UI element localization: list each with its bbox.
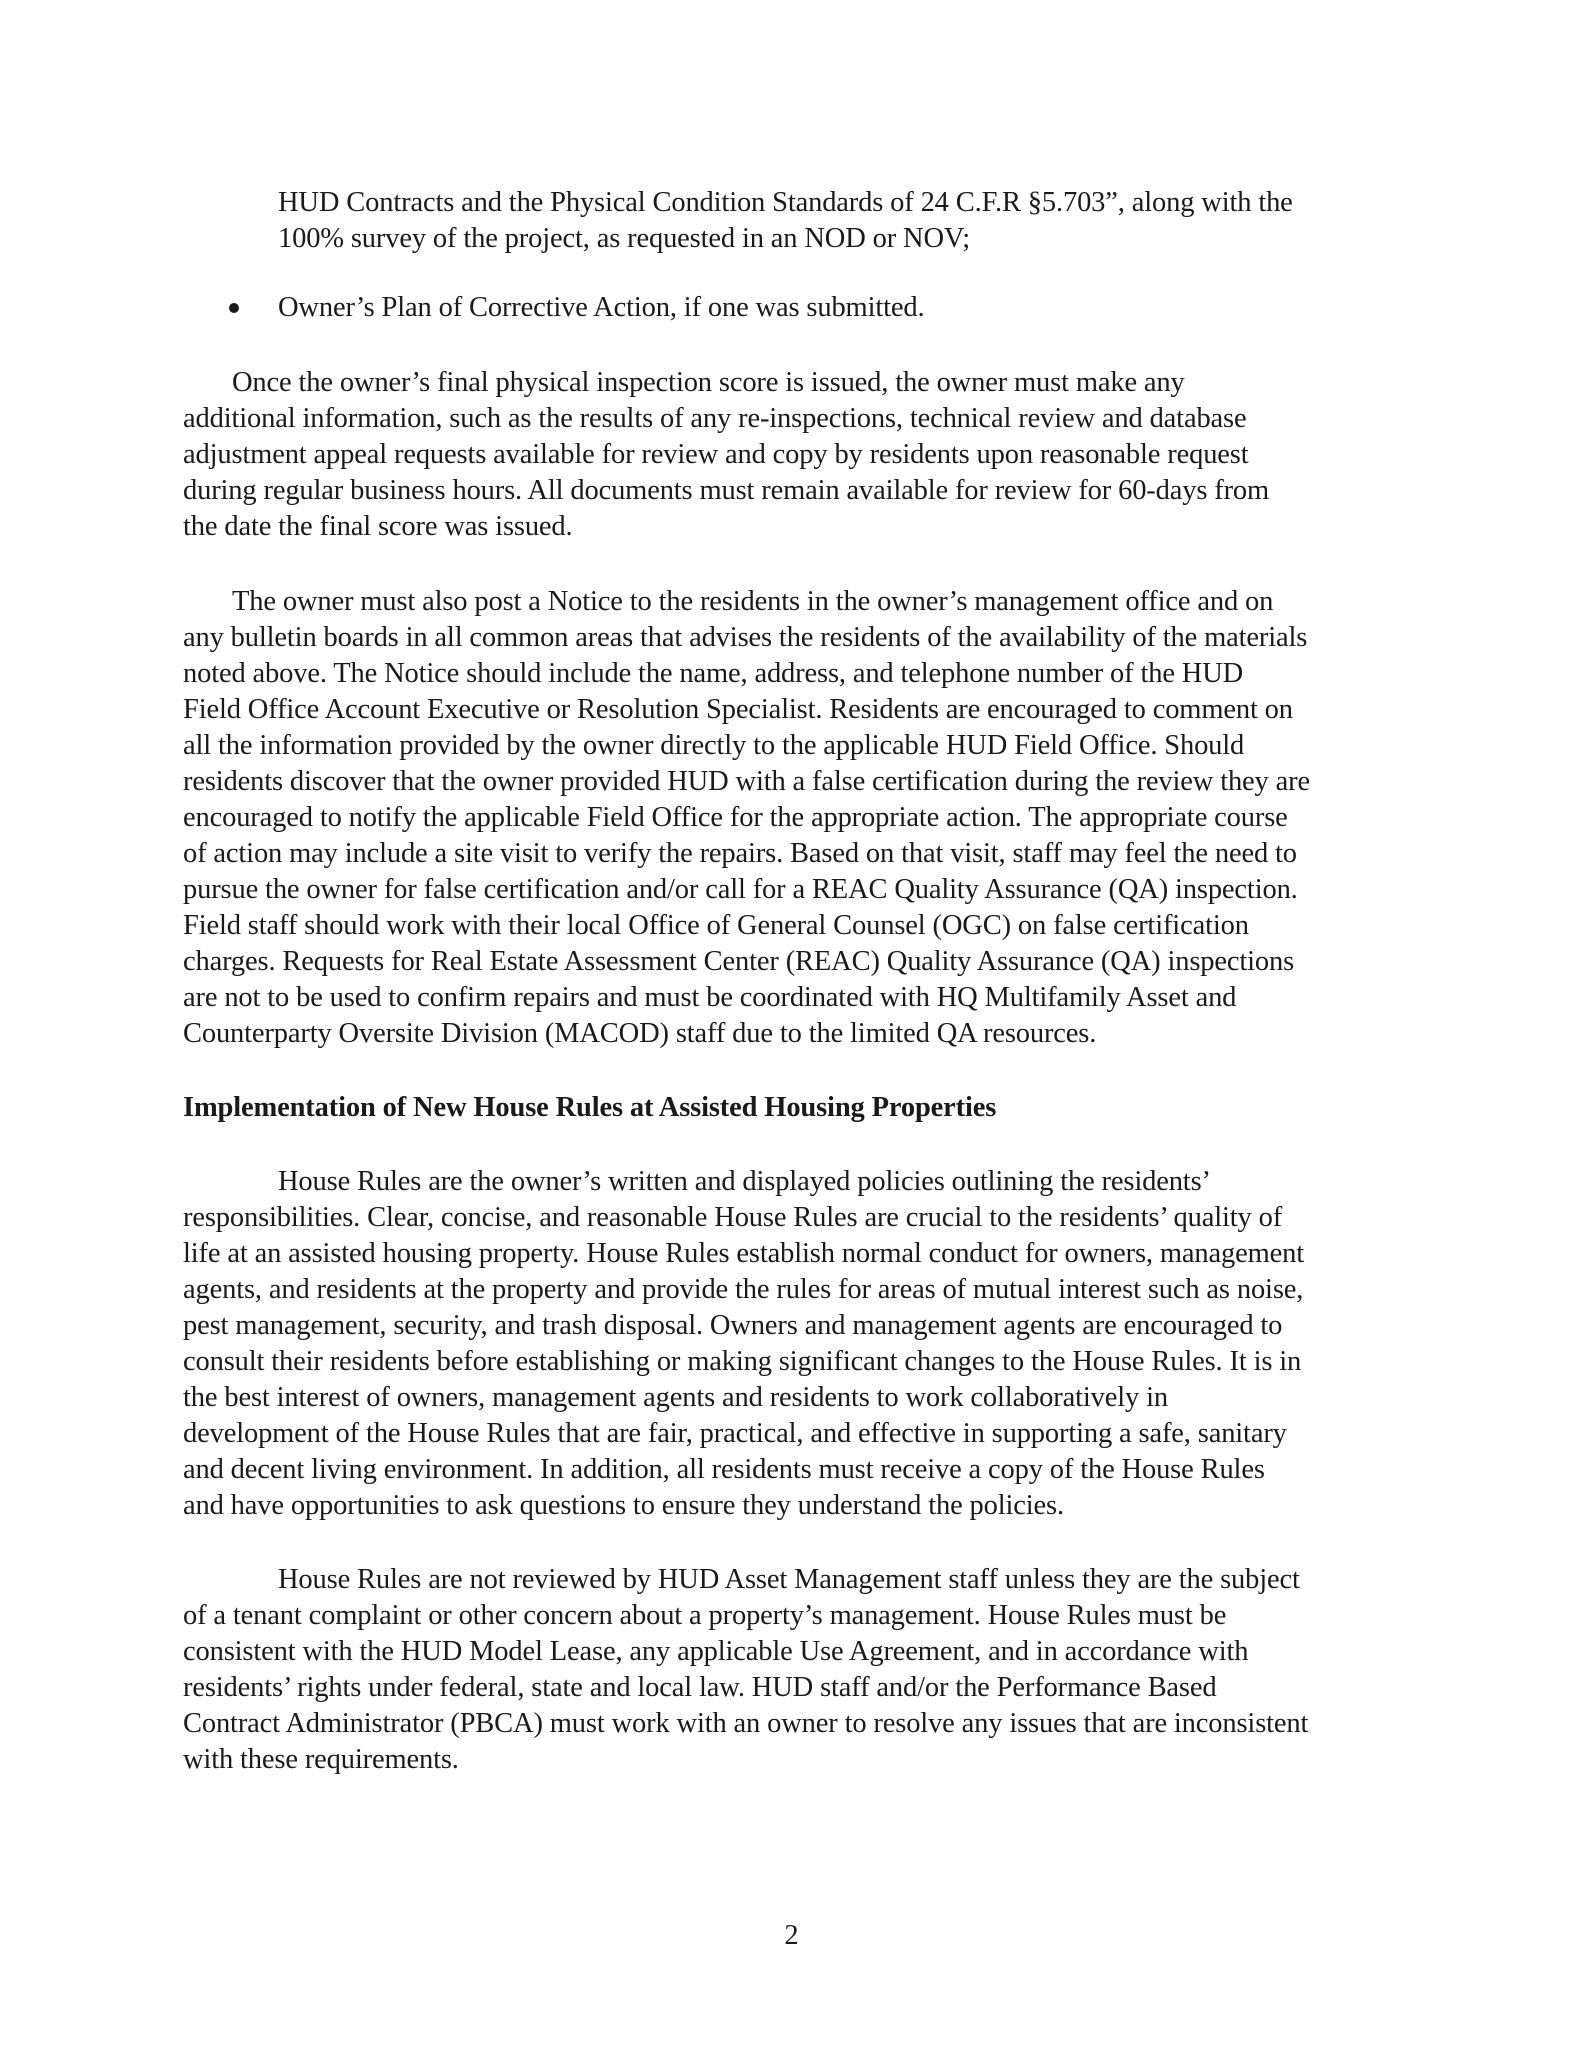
paragraph-line: and decent living environment. In addition, all residents must receive a copy of the House Rules bbox=[183, 1454, 1265, 1485]
paragraph-line: agents, and residents at the property and provide the rules for areas of mutual interest such as noise, bbox=[183, 1274, 1304, 1305]
bullet-continuation-line: 100% survey of the project, as requested in an NOD or NOV; bbox=[278, 223, 970, 254]
paragraph-line: Contract Administrator (PBCA) must work with an owner to resolve any issues that are inconsistent bbox=[183, 1708, 1309, 1739]
page-number: 2 bbox=[784, 1920, 799, 1951]
paragraph-line: adjustment appeal requests available for review and copy by residents upon reasonable request bbox=[183, 439, 1249, 470]
paragraph-line: additional information, such as the results of any re-inspections, technical review and database bbox=[183, 403, 1247, 434]
paragraph-line: The owner must also post a Notice to the residents in the owner’s management office and on bbox=[232, 586, 1274, 617]
paragraph-line: Field staff should work with their local Office of General Counsel (OGC) on false certification bbox=[183, 910, 1249, 941]
paragraph-line: during regular business hours. All documents must remain available for review for 60-days from bbox=[183, 475, 1270, 506]
paragraph-line: consult their residents before establishing or making significant changes to the House Rules. It is in bbox=[183, 1346, 1302, 1377]
paragraph-line: and have opportunities to ask questions to ensure they understand the policies. bbox=[183, 1490, 1064, 1521]
paragraph-line: the date the final score was issued. bbox=[183, 511, 573, 542]
paragraph-line: consistent with the HUD Model Lease, any applicable Use Agreement, and in accordance with bbox=[183, 1636, 1249, 1667]
bullet-item: Owner’s Plan of Corrective Action, if one was submitted. bbox=[278, 292, 925, 323]
paragraph-line: Field Office Account Executive or Resolution Specialist. Residents are encouraged to comment on bbox=[183, 694, 1293, 725]
paragraph-line: all the information provided by the owner directly to the applicable HUD Field Office. Should bbox=[183, 730, 1245, 761]
paragraph-line: pursue the owner for false certification and/or call for a REAC Quality Assurance (QA) inspection. bbox=[183, 874, 1298, 905]
bullet-continuation-line: HUD Contracts and the Physical Condition Standards of 24 C.F.R §5.703”, along with the bbox=[278, 187, 1293, 218]
paragraph-line: development of the House Rules that are fair, practical, and effective in supporting a safe, sanitary bbox=[183, 1418, 1287, 1449]
paragraph-line: are not to be used to confirm repairs and must be coordinated with HQ Multifamily Asset and bbox=[183, 982, 1237, 1013]
paragraph-line: House Rules are not reviewed by HUD Asset Management staff unless they are the subject bbox=[278, 1564, 1300, 1595]
paragraph-line: charges. Requests for Real Estate Assessment Center (REAC) Quality Assurance (QA) inspections bbox=[183, 946, 1295, 977]
paragraph-line: life at an assisted housing property. House Rules establish normal conduct for owners, management bbox=[183, 1238, 1304, 1269]
paragraph-line: residents’ rights under federal, state and local law. HUD staff and/or the Performance Based bbox=[183, 1672, 1217, 1703]
paragraph-line: of action may include a site visit to verify the repairs. Based on that visit, staff may feel the need to bbox=[183, 838, 1297, 869]
paragraph-line: encouraged to notify the applicable Field Office for the appropriate action. The appropriate course bbox=[183, 802, 1288, 833]
paragraph-line: any bulletin boards in all common areas that advises the residents of the availability of the materials bbox=[183, 622, 1308, 653]
paragraph-line: residents discover that the owner provided HUD with a false certification during the review they are bbox=[183, 766, 1310, 797]
section-heading: Implementation of New House Rules at Assisted Housing Properties bbox=[183, 1092, 997, 1123]
paragraph-line: pest management, security, and trash disposal. Owners and management agents are encouraged to bbox=[183, 1310, 1283, 1341]
paragraph-line: responsibilities. Clear, concise, and reasonable House Rules are crucial to the residents’ quality of bbox=[183, 1202, 1283, 1233]
bullet-icon bbox=[229, 303, 239, 313]
paragraph-line: with these requirements. bbox=[183, 1744, 459, 1775]
paragraph-line: House Rules are the owner’s written and displayed policies outlining the residents’ bbox=[278, 1166, 1211, 1197]
paragraph-line: of a tenant complaint or other concern about a property’s management. House Rules must be bbox=[183, 1600, 1227, 1631]
paragraph-line: noted above. The Notice should include the name, address, and telephone number of the HUD bbox=[183, 658, 1244, 689]
paragraph-line: Counterparty Oversite Division (MACOD) staff due to the limited QA resources. bbox=[183, 1018, 1097, 1049]
paragraph-line: Once the owner’s final physical inspection score is issued, the owner must make any bbox=[232, 367, 1185, 398]
paragraph-line: the best interest of owners, management agents and residents to work collaboratively in bbox=[183, 1382, 1168, 1413]
